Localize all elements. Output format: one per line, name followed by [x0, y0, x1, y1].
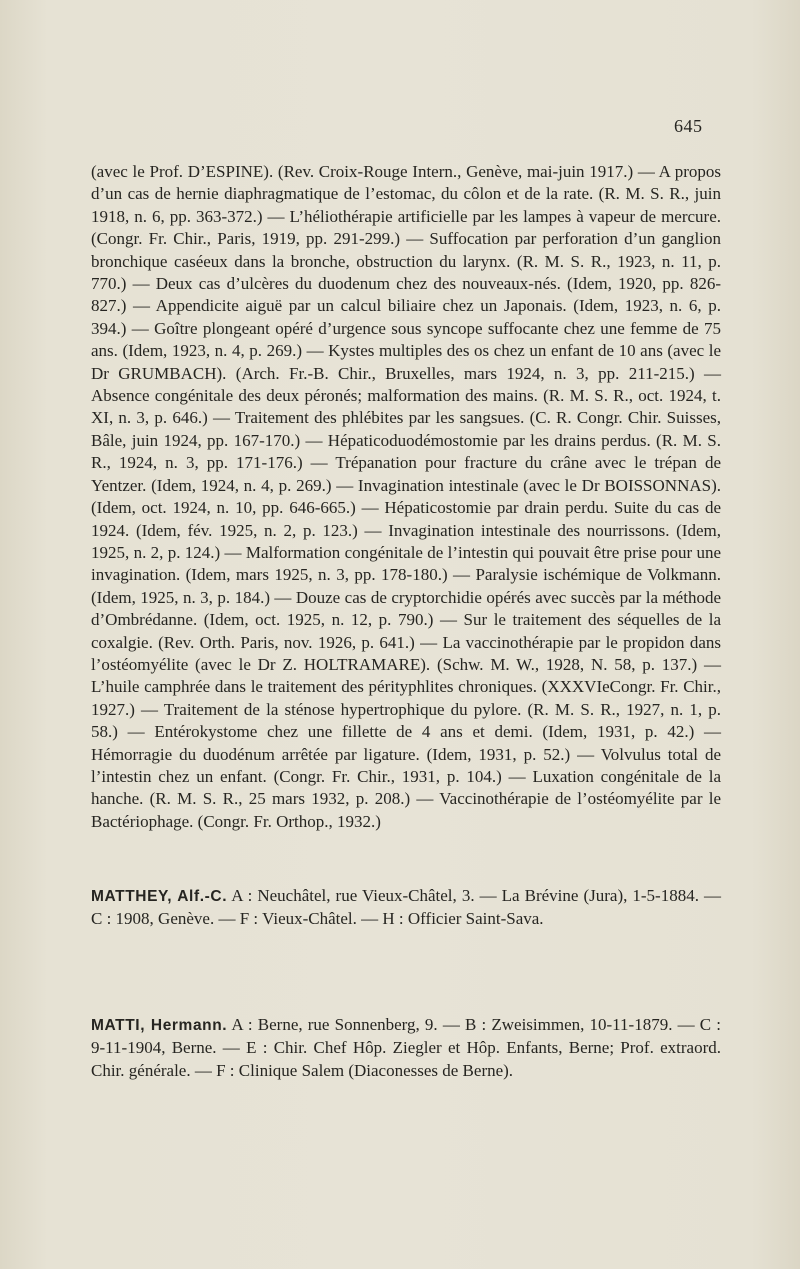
entry-name: MATTHEY, Alf.-C.	[91, 888, 228, 905]
entry-name: MATTI, Hermann.	[91, 1017, 228, 1034]
entry-matti	[91, 1014, 721, 1082]
page-number: 645	[674, 116, 703, 136]
entry-text: A : Neuchâtel, rue Vieux-Châtel, 3. — La Brévine (Jura), 1-5-1884. — C : 1908, Genève. — F : Vieux-Châtel. — H : Officier Saint-Sava.	[91, 886, 722, 929]
bibliography-continuation: (avec le Prof. D’ESPINE). (Rev. Croix-Rouge Intern., Genève, mai-juin 1917.) — A propos d’un cas de hernie diaphragmatique de l’estomac, du côlon et de la rate. (R. M. S. R., juin 1918, n. 6, pp. 363-372.) — L’héliothérapie artificielle par les lampes à vapeur de mercure. (Congr. Fr. Chir., Paris, 1919, pp. 291-299.) — Suffocation par perforation d’un ganglion bronchique caséeux dans la bronche, obstruction du larynx. (R. M. S. R., 1923, n. 11, p. 770.) — Deux cas d’ulcères du duodenum chez des nouveaux-nés. (Idem, 1920, pp. 826-827.) — Appendicite aiguë par un calcul biliaire chez un Japonais. (Idem, 1923, n. 6, p. 394.) — Goître plongeant opéré d’urgence sous syncope suffocante chez une femme de 75 ans. (Idem, 1923, n. 4, p. 269.) — Kystes multiples des os chez un enfant de 10 ans (avec le Dr GRUMBACH). (Arch. Fr.-B. Chir., Bruxelles, mars 1924, n. 3, pp. 211-215.) — Absence congénitale des deux péronés; malformation des mains. (R. M. S. R., oct. 1924, t. XI, n. 3, p. 646.) — Traitement des phlébites par les sangsues. (C. R. Congr. Chir. Suisses, Bâle, juin 1924, pp. 167-170.) — Hépaticoduodémostomie par les drains perdus. (R. M. S. R., 1924, n. 3, pp. 171-176.) — Trépanation pour fracture du crâne avec le trépan de Yentzer. (Idem, 1924, n. 4, p. 269.) — Invagination intestinale (avec le Dr BOISSONNAS). (Idem, oct. 1924, n. 10, pp. 646-665.) — Hépaticostomie par drain perdu. Suite du cas de 1924. (Idem, fév. 1925, n. 2, p. 123.) — Invagination intestinale des nourrissons. (Idem, 1925, n. 2, p. 124.) — Malformation congénitale de l’intestin qui pouvait être prise pour une invagination. (Idem, mars 1925, n. 3, pp. 178-180.) — Paralysie ischémique de Volkmann. (Idem, 1925, n. 3, p. 184.) — Douze cas de cryptorchidie opérés avec succès par la méthode d’Ombrédanne. (Idem, oct. 1925, n. 12, p. 790.) — Sur le traitement des séquelles de la coxalgie. (Rev. Orth. Paris, nov. 1926, p. 641.) — La vaccinothérapie par le propidon dans l’ostéomyélite (avec le Dr Z. HOLTRAMARE). (Schw. M. W., 1928, N. 58, p. 137.) — L’huile camphrée dans le traitement des pérityphlites chroniques. (XXXVIeCongr. Fr. Chir., 1927.) — Traitement de la sténose hypertrophique du pylore. (R. M. S. R., 1927, n. 1, p. 58.) — Entérokystome chez une fillette de 4 ans et demi. (Idem, 1931, p. 42.) — Hémorragie du duodénum arrêtée par ligature. (Idem, 1931, p. 52.) — Volvulus total de l’intestin chez un enfant. (Congr. Fr. Chir., 1931, p. 104.) — Luxation congénitale de la hanche. (R. M. S. R., 25 mars 1932, p. 208.) — Vaccinothérapie de l’ostéomyélite par le Bactériophage. (Congr. Fr. Orthop., 1932.)	[91, 162, 721, 831]
entry-matthey	[91, 885, 721, 931]
entry-text: A : Berne, rue Sonnenberg, 9. — B : Zweisimmen, 10-11-1879. — C : 9-11-1904, Berne. — E : Chir. Chef Hôp. Ziegler et Hôp. Enfants, Berne; Prof. extraord. Chir. générale. — F : Clinique Salem (Diaconesses de Berne).	[91, 1015, 721, 1080]
